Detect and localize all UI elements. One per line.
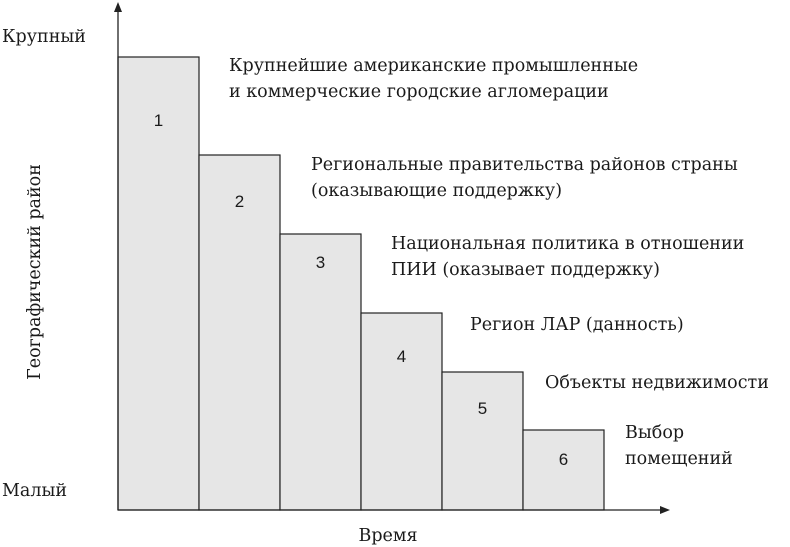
step-annotation: ПИИ (оказывает поддержку) (391, 260, 660, 280)
y-axis-label: Географический район (25, 164, 45, 380)
bar-4 (361, 313, 442, 510)
step-annotation: (оказывающие поддержку) (311, 181, 563, 201)
step-annotation: Региональные правительства районов страны (311, 155, 738, 175)
bar-number-label: 1 (153, 111, 164, 130)
step-annotation: Регион ЛАР (данность) (470, 315, 684, 335)
bar-3 (280, 234, 361, 510)
bar-number-label: 2 (234, 192, 245, 211)
bar-6 (523, 430, 604, 510)
step-annotation: Объекты недвижимости (545, 373, 769, 393)
bar-number-label: 3 (315, 253, 326, 272)
step-annotation: и коммерческие городские агломерации (229, 82, 609, 102)
step-annotation: Национальная политика в отношении (391, 234, 745, 254)
bar-5 (442, 372, 523, 510)
step-annotation: Крупнейшие американские промышленные (229, 56, 639, 76)
bar-number-label: 5 (477, 399, 488, 418)
y-bottom-label: Малый (2, 481, 68, 501)
step-annotation: помещений (625, 449, 733, 469)
step-annotation: Выбор (625, 423, 685, 443)
bar-number-label: 6 (558, 450, 569, 469)
x-axis-label: Время (358, 526, 418, 546)
bar-number-label: 4 (396, 347, 407, 366)
y-top-label: Крупный (2, 27, 86, 47)
y-axis-arrow-icon (114, 2, 122, 12)
x-axis-arrow-icon (660, 506, 670, 514)
